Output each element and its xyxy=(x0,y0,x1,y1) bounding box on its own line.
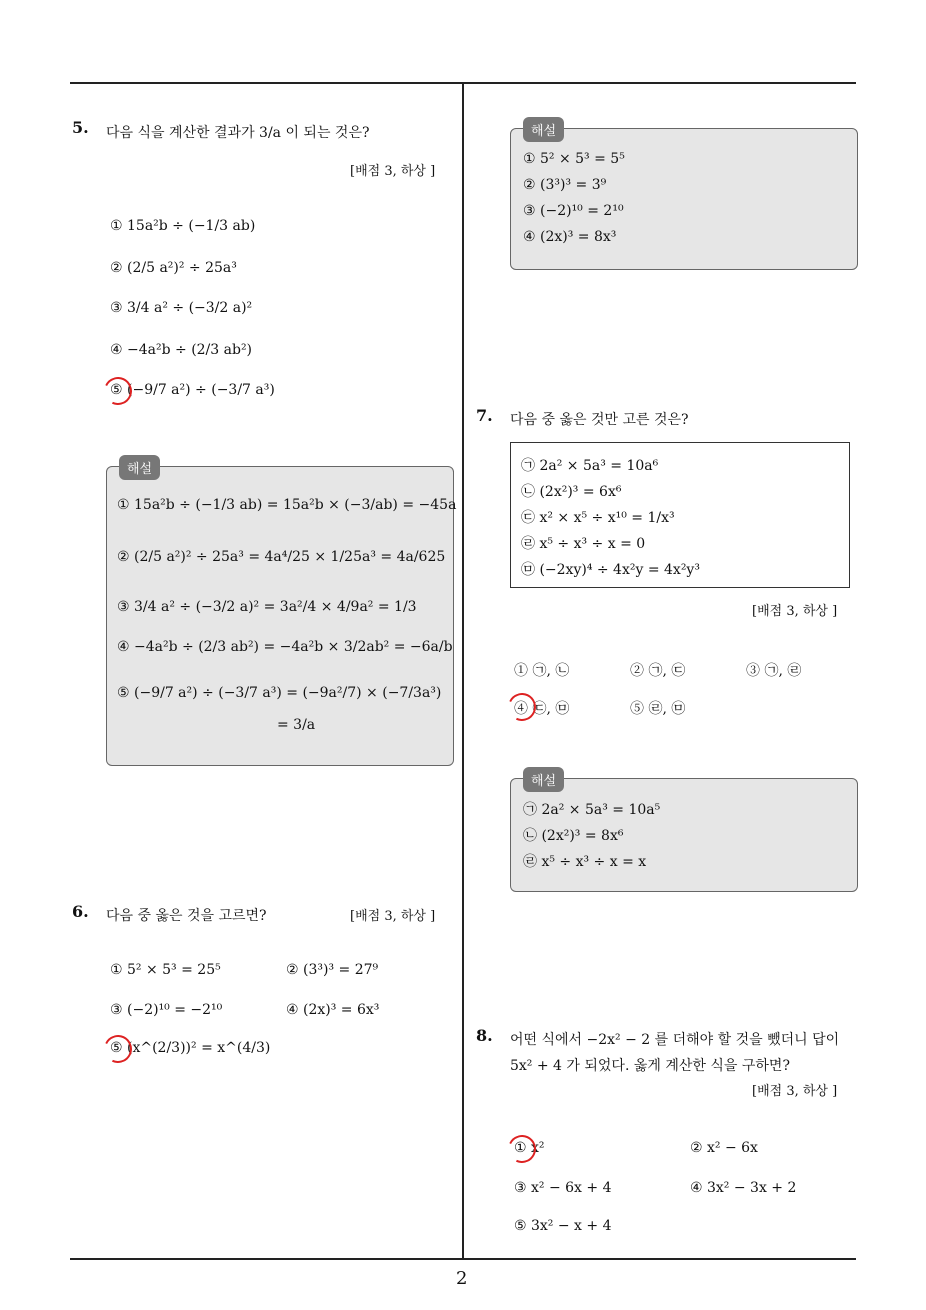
q5-solution-tag: 해설 xyxy=(119,455,160,480)
q5-solution-line: ③ 3/4 a² ÷ (−3/2 a)² = 3a²/4 × 4/9a² = 1/3 xyxy=(117,599,417,615)
answer-mark-icon xyxy=(100,373,136,409)
q6-choice-4[interactable]: ④ (2x)³ = 6x³ xyxy=(286,1002,380,1018)
q5-score: [배점 3, 하상 ] xyxy=(350,164,436,179)
q5-solution-line: ① 15a²b ÷ (−1/3 ab) = 15a²b × (−3/ab) = −45a xyxy=(117,497,457,513)
q5-choice-3[interactable]: ③ 3/4 a² ÷ (−3/2 a)² xyxy=(110,300,253,316)
q6-solution-box xyxy=(510,124,858,270)
q6-choice-5[interactable]: ⑤ (x^(2/3))² = x^(4/3) xyxy=(110,1040,271,1056)
q7-number: 7. xyxy=(476,406,493,425)
q7-solution-box xyxy=(510,774,858,892)
q5-text: 다음 식을 계산한 결과가 3/a 이 되는 것은? xyxy=(106,125,370,141)
q7-solution-line: ㉠ 2a² × 5a³ = 10a⁵ xyxy=(523,802,661,818)
q7-score: [배점 3, 하상 ] xyxy=(752,604,838,619)
q6-choice-1[interactable]: ① 5² × 5³ = 25⁵ xyxy=(110,962,221,978)
q8-number: 8. xyxy=(476,1026,493,1045)
q5-solution-line: ⑤ (−9/7 a²) ÷ (−3/7 a³) = (−9a²/7) × (−7/3a³) xyxy=(117,685,442,701)
column-divider xyxy=(462,83,464,1258)
q8-text-line-2: 5x² + 4 가 되었다. 옳게 계산한 식을 구하면? xyxy=(510,1058,790,1074)
q5-choice-1[interactable]: ① 15a²b ÷ (−1/3 ab) xyxy=(110,218,256,234)
bottom-rule xyxy=(70,1258,856,1260)
q7-statement-box xyxy=(510,442,850,588)
q7-choice-1[interactable]: ① ㉠, ㉡ xyxy=(514,663,570,679)
q8-choice-3[interactable]: ③ x² − 6x + 4 xyxy=(514,1180,612,1196)
q6-number: 6. xyxy=(72,902,89,921)
q7-solution-line: ㉡ (2x²)³ = 8x⁶ xyxy=(523,828,624,844)
q7-choice-2[interactable]: ② ㉠, ㉢ xyxy=(630,663,686,679)
q7-choice-5[interactable]: ⑤ ㉣, ㉤ xyxy=(630,701,686,717)
q5-choice-5[interactable]: ⑤ (−9/7 a²) ÷ (−3/7 a³) xyxy=(110,382,275,398)
answer-mark-icon xyxy=(504,689,540,725)
answer-mark-icon xyxy=(100,1031,136,1067)
q7-statement: ㉠ 2a² × 5a³ = 10a⁶ xyxy=(521,458,659,474)
q7-statement: ㉣ x⁵ ÷ x³ ÷ x = 0 xyxy=(521,536,646,552)
q8-choice-1[interactable]: ① x² xyxy=(514,1140,545,1156)
q5-solution-line: = 3/a xyxy=(277,717,316,733)
q7-choice-3[interactable]: ③ ㉠, ㉣ xyxy=(746,663,802,679)
q6-solution-line: ① 5² × 5³ = 5⁵ xyxy=(523,151,625,167)
q8-score: [배점 3, 하상 ] xyxy=(752,1084,838,1099)
q6-score: [배점 3, 하상 ] xyxy=(350,909,436,924)
page-number: 2 xyxy=(456,1268,468,1289)
q6-solution-line: ② (3³)³ = 3⁹ xyxy=(523,177,607,193)
q5-solution-line: ④ −4a²b ÷ (2/3 ab²) = −4a²b × 3/2ab² = −6a/b xyxy=(117,639,453,655)
q6-text: 다음 중 옳은 것을 고르면? xyxy=(106,908,267,924)
answer-mark-icon xyxy=(504,1131,540,1167)
q8-choice-2[interactable]: ② x² − 6x xyxy=(690,1140,758,1156)
q5-choice-4[interactable]: ④ −4a²b ÷ (2/3 ab²) xyxy=(110,342,253,358)
q5-number: 5. xyxy=(72,118,89,137)
q6-solution-line: ③ (−2)¹⁰ = 2¹⁰ xyxy=(523,203,624,219)
q8-text-line-1: 어떤 식에서 −2x² − 2 를 더해야 할 것을 뺐더니 답이 xyxy=(510,1032,840,1048)
q7-choice-4[interactable]: ④ ㉢, ㉤ xyxy=(514,701,570,717)
q6-solution-line: ④ (2x)³ = 8x³ xyxy=(523,229,617,245)
q6-choice-3[interactable]: ③ (−2)¹⁰ = −2¹⁰ xyxy=(110,1002,223,1018)
q8-choice-4[interactable]: ④ 3x² − 3x + 2 xyxy=(690,1180,797,1196)
q7-text: 다음 중 옳은 것만 고른 것은? xyxy=(510,412,689,428)
q6-solution-tag: 해설 xyxy=(523,117,564,142)
q5-solution-line: ② (2/5 a²)² ÷ 25a³ = 4a⁴/25 × 1/25a³ = 4a/625 xyxy=(117,549,446,565)
q7-solution-line: ㉣ x⁵ ÷ x³ ÷ x = x xyxy=(523,854,647,870)
q5-choice-2[interactable]: ② (2/5 a²)² ÷ 25a³ xyxy=(110,260,237,276)
q6-choice-2[interactable]: ② (3³)³ = 27⁹ xyxy=(286,962,379,978)
q7-statement: ㉤ (−2xy)⁴ ÷ 4x²y = 4x²y³ xyxy=(521,562,700,578)
q5-solution-box xyxy=(106,462,457,766)
q7-solution-tag: 해설 xyxy=(523,767,564,792)
q7-statement: ㉢ x² × x⁵ ÷ x¹⁰ = 1/x³ xyxy=(521,510,675,526)
q8-choice-5[interactable]: ⑤ 3x² − x + 4 xyxy=(514,1218,612,1234)
q7-statement: ㉡ (2x²)³ = 6x⁶ xyxy=(521,484,622,500)
